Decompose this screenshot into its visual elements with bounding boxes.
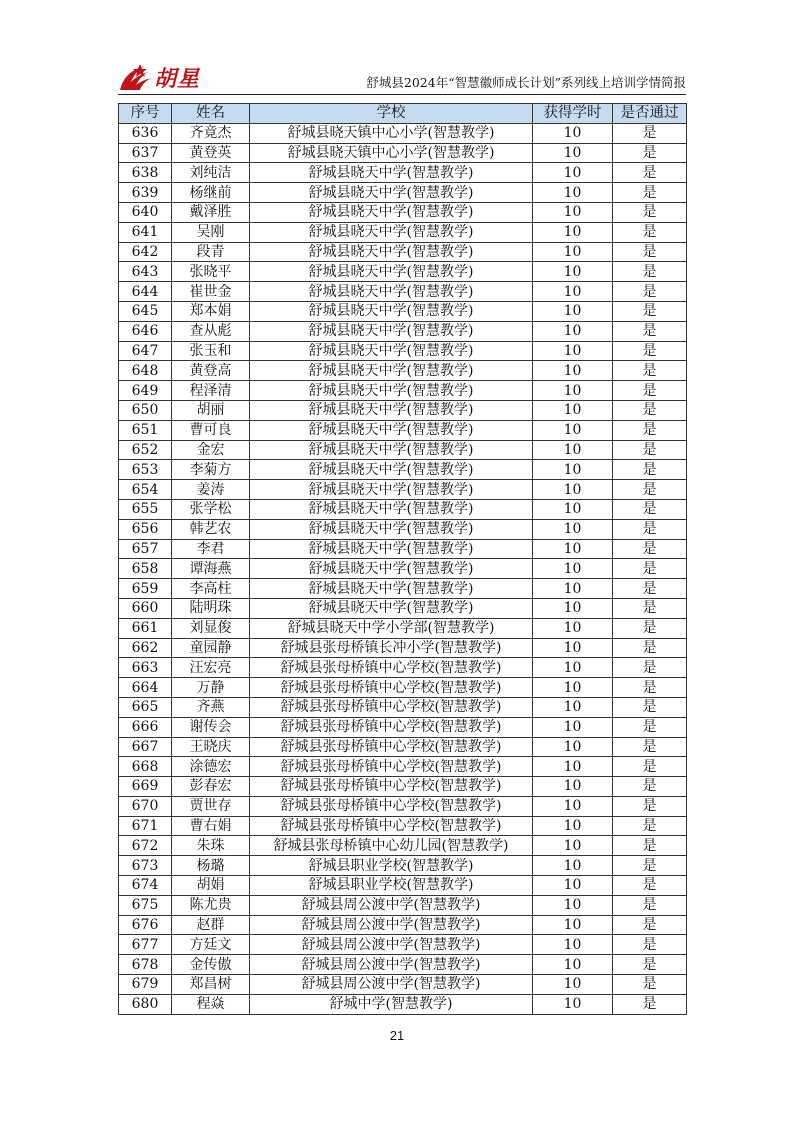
cell-index: 645	[119, 301, 172, 321]
cell-passed: 是	[613, 935, 687, 955]
table-row	[119, 163, 687, 183]
cell-hours: 10	[533, 341, 613, 361]
table-row	[119, 559, 687, 579]
cell-name: 吴刚	[172, 222, 250, 242]
cell-index: 668	[119, 757, 172, 777]
cell-hours: 10	[533, 618, 613, 638]
table-row	[119, 282, 687, 302]
cell-school: 舒城县晓天中学(智慧教学)	[250, 480, 533, 500]
cell-index: 671	[119, 816, 172, 836]
cell-hours: 10	[533, 658, 613, 678]
cell-passed: 是	[613, 737, 687, 757]
cell-passed: 是	[613, 697, 687, 717]
cell-school: 舒城县周公渡中学(智慧教学)	[250, 915, 533, 935]
cell-hours: 10	[533, 539, 613, 559]
cell-hours: 10	[533, 183, 613, 203]
table-row	[119, 915, 687, 935]
cell-hours: 10	[533, 480, 613, 500]
cell-school: 舒城县张母桥镇长冲小学(智慧教学)	[250, 638, 533, 658]
cell-school: 舒城县张母桥镇中心学校(智慧教学)	[250, 777, 533, 797]
table-row	[119, 143, 687, 163]
cell-index: 658	[119, 559, 172, 579]
cell-school: 舒城县晓天中学(智慧教学)	[250, 242, 533, 262]
cell-hours: 10	[533, 400, 613, 420]
table-row	[119, 678, 687, 698]
cell-name: 段青	[172, 242, 250, 262]
cell-school: 舒城县周公渡中学(智慧教学)	[250, 935, 533, 955]
cell-hours: 10	[533, 697, 613, 717]
table-row	[119, 955, 687, 975]
cell-name: 刘纯洁	[172, 163, 250, 183]
cell-index: 657	[119, 539, 172, 559]
cell-passed: 是	[613, 777, 687, 797]
cell-index: 655	[119, 499, 172, 519]
table-row	[119, 301, 687, 321]
cell-passed: 是	[613, 321, 687, 341]
cell-index: 654	[119, 480, 172, 500]
cell-passed: 是	[613, 757, 687, 777]
cell-name: 张学松	[172, 499, 250, 519]
cell-passed: 是	[613, 539, 687, 559]
cell-hours: 10	[533, 499, 613, 519]
cell-index: 661	[119, 618, 172, 638]
table-row	[119, 856, 687, 876]
cell-index: 639	[119, 183, 172, 203]
table-row	[119, 183, 687, 203]
header-divider	[118, 94, 686, 95]
cell-index: 676	[119, 915, 172, 935]
cell-passed: 是	[613, 123, 687, 143]
table-row	[119, 598, 687, 618]
cell-name: 曹可良	[172, 420, 250, 440]
cell-school: 舒城县周公渡中学(智慧教学)	[250, 975, 533, 995]
cell-name: 郑昌树	[172, 975, 250, 995]
cell-index: 643	[119, 262, 172, 282]
cell-index: 665	[119, 697, 172, 717]
table-row	[119, 539, 687, 559]
cell-name: 金传傲	[172, 955, 250, 975]
cell-name: 黄登英	[172, 143, 250, 163]
cell-index: 653	[119, 460, 172, 480]
cell-school: 舒城县晓天中学(智慧教学)	[250, 579, 533, 599]
table-row	[119, 757, 687, 777]
cell-school: 舒城县晓天中学(智慧教学)	[250, 282, 533, 302]
cell-hours: 10	[533, 282, 613, 302]
cell-hours: 10	[533, 757, 613, 777]
cell-passed: 是	[613, 994, 687, 1014]
cell-index: 660	[119, 598, 172, 618]
col-header-passed: 是否通过	[613, 104, 687, 124]
cell-index: 666	[119, 717, 172, 737]
logo-text: 胡星	[154, 66, 201, 92]
cell-passed: 是	[613, 381, 687, 401]
cell-passed: 是	[613, 796, 687, 816]
cell-hours: 10	[533, 420, 613, 440]
cell-passed: 是	[613, 143, 687, 163]
cell-index: 680	[119, 994, 172, 1014]
cell-hours: 10	[533, 143, 613, 163]
cell-school: 舒城县张母桥镇中心学校(智慧教学)	[250, 796, 533, 816]
cell-index: 678	[119, 955, 172, 975]
cell-name: 杨璐	[172, 856, 250, 876]
table-row	[119, 420, 687, 440]
table-row	[119, 579, 687, 599]
logo-swoosh-icon	[118, 62, 152, 92]
cell-school: 舒城县张母桥镇中心学校(智慧教学)	[250, 697, 533, 717]
cell-hours: 10	[533, 242, 613, 262]
cell-school: 舒城县张母桥镇中心学校(智慧教学)	[250, 816, 533, 836]
cell-index: 662	[119, 638, 172, 658]
cell-hours: 10	[533, 301, 613, 321]
cell-name: 涂德宏	[172, 757, 250, 777]
cell-passed: 是	[613, 499, 687, 519]
cell-index: 659	[119, 579, 172, 599]
cell-passed: 是	[613, 301, 687, 321]
cell-hours: 10	[533, 579, 613, 599]
cell-hours: 10	[533, 915, 613, 935]
cell-hours: 10	[533, 876, 613, 896]
cell-index: 652	[119, 440, 172, 460]
cell-index: 641	[119, 222, 172, 242]
report-title: 舒城县2024年“智慧徽师成长计划”系列线上培训学情简报	[366, 75, 686, 90]
cell-passed: 是	[613, 678, 687, 698]
cell-school: 舒城县张母桥镇中心学校(智慧教学)	[250, 757, 533, 777]
cell-name: 万静	[172, 678, 250, 698]
cell-index: 646	[119, 321, 172, 341]
cell-hours: 10	[533, 519, 613, 539]
cell-school: 舒城县晓天中学(智慧教学)	[250, 341, 533, 361]
cell-passed: 是	[613, 242, 687, 262]
cell-name: 戴泽胜	[172, 202, 250, 222]
cell-name: 贾世存	[172, 796, 250, 816]
cell-school: 舒城县晓天中学(智慧教学)	[250, 400, 533, 420]
cell-school: 舒城县晓天中学(智慧教学)	[250, 519, 533, 539]
cell-school: 舒城县晓天镇中心小学(智慧教学)	[250, 123, 533, 143]
cell-passed: 是	[613, 856, 687, 876]
cell-name: 汪宏亮	[172, 658, 250, 678]
cell-hours: 10	[533, 123, 613, 143]
cell-name: 童园静	[172, 638, 250, 658]
cell-school: 舒城县张母桥镇中心幼儿园(智慧教学)	[250, 836, 533, 856]
cell-passed: 是	[613, 519, 687, 539]
cell-school: 舒城县晓天中学(智慧教学)	[250, 460, 533, 480]
cell-name: 李菊方	[172, 460, 250, 480]
table-row	[119, 321, 687, 341]
cell-hours: 10	[533, 816, 613, 836]
table-row	[119, 935, 687, 955]
cell-school: 舒城县张母桥镇中心学校(智慧教学)	[250, 678, 533, 698]
cell-name: 黄登高	[172, 361, 250, 381]
cell-name: 齐竟杰	[172, 123, 250, 143]
table-row	[119, 480, 687, 500]
cell-hours: 10	[533, 222, 613, 242]
cell-school: 舒城县晓天中学(智慧教学)	[250, 183, 533, 203]
cell-passed: 是	[613, 598, 687, 618]
cell-hours: 10	[533, 737, 613, 757]
cell-school: 舒城县张母桥镇中心学校(智慧教学)	[250, 737, 533, 757]
cell-school: 舒城县张母桥镇中心学校(智慧教学)	[250, 717, 533, 737]
table-row	[119, 895, 687, 915]
cell-hours: 10	[533, 955, 613, 975]
cell-index: 644	[119, 282, 172, 302]
table-row	[119, 975, 687, 995]
cell-school: 舒城县晓天中学(智慧教学)	[250, 440, 533, 460]
table-row	[119, 994, 687, 1014]
cell-name: 郑本娟	[172, 301, 250, 321]
table-row	[119, 618, 687, 638]
cell-name: 金宏	[172, 440, 250, 460]
cell-passed: 是	[613, 420, 687, 440]
cell-index: 670	[119, 796, 172, 816]
cell-passed: 是	[613, 460, 687, 480]
cell-school: 舒城县晓天中学(智慧教学)	[250, 163, 533, 183]
cell-school: 舒城县晓天中学(智慧教学)	[250, 420, 533, 440]
table-row	[119, 876, 687, 896]
table-row	[119, 262, 687, 282]
table-row	[119, 242, 687, 262]
cell-hours: 10	[533, 717, 613, 737]
table-row	[119, 638, 687, 658]
cell-passed: 是	[613, 480, 687, 500]
cell-passed: 是	[613, 955, 687, 975]
table-row	[119, 341, 687, 361]
table-row	[119, 440, 687, 460]
cell-hours: 10	[533, 678, 613, 698]
cell-name: 谭海燕	[172, 559, 250, 579]
cell-school: 舒城县晓天中学(智慧教学)	[250, 361, 533, 381]
table-row	[119, 202, 687, 222]
table-row	[119, 777, 687, 797]
table-row	[119, 222, 687, 242]
cell-index: 648	[119, 361, 172, 381]
cell-passed: 是	[613, 895, 687, 915]
cell-name: 程焱	[172, 994, 250, 1014]
cell-passed: 是	[613, 816, 687, 836]
cell-index: 647	[119, 341, 172, 361]
cell-name: 张玉和	[172, 341, 250, 361]
table-row	[119, 460, 687, 480]
cell-name: 谢传会	[172, 717, 250, 737]
cell-school: 舒城县晓天镇中心小学(智慧教学)	[250, 143, 533, 163]
cell-name: 朱珠	[172, 836, 250, 856]
cell-name: 曹右娟	[172, 816, 250, 836]
cell-school: 舒城县晓天中学(智慧教学)	[250, 222, 533, 242]
cell-name: 彭春宏	[172, 777, 250, 797]
cell-passed: 是	[613, 163, 687, 183]
cell-passed: 是	[613, 717, 687, 737]
cell-name: 齐燕	[172, 697, 250, 717]
cell-hours: 10	[533, 440, 613, 460]
table-row	[119, 717, 687, 737]
cell-school: 舒城县晓天中学(智慧教学)	[250, 301, 533, 321]
cell-index: 636	[119, 123, 172, 143]
cell-passed: 是	[613, 579, 687, 599]
cell-name: 崔世金	[172, 282, 250, 302]
cell-passed: 是	[613, 262, 687, 282]
cell-name: 姜涛	[172, 480, 250, 500]
cell-passed: 是	[613, 559, 687, 579]
cell-index: 679	[119, 975, 172, 995]
cell-index: 664	[119, 678, 172, 698]
cell-passed: 是	[613, 361, 687, 381]
col-header-name: 姓名	[172, 104, 250, 124]
cell-index: 675	[119, 895, 172, 915]
cell-index: 640	[119, 202, 172, 222]
table-row	[119, 796, 687, 816]
cell-passed: 是	[613, 915, 687, 935]
cell-index: 649	[119, 381, 172, 401]
cell-hours: 10	[533, 598, 613, 618]
cell-hours: 10	[533, 262, 613, 282]
table-row	[119, 519, 687, 539]
cell-passed: 是	[613, 400, 687, 420]
cell-hours: 10	[533, 559, 613, 579]
cell-passed: 是	[613, 202, 687, 222]
cell-index: 669	[119, 777, 172, 797]
cell-index: 677	[119, 935, 172, 955]
cell-index: 672	[119, 836, 172, 856]
cell-school: 舒城县职业学校(智慧教学)	[250, 876, 533, 896]
cell-hours: 10	[533, 163, 613, 183]
cell-name: 胡娟	[172, 876, 250, 896]
training-results-table	[118, 103, 687, 1015]
cell-school: 舒城县晓天中学(智慧教学)	[250, 539, 533, 559]
cell-passed: 是	[613, 638, 687, 658]
cell-passed: 是	[613, 222, 687, 242]
cell-passed: 是	[613, 975, 687, 995]
cell-hours: 10	[533, 796, 613, 816]
cell-hours: 10	[533, 975, 613, 995]
cell-hours: 10	[533, 321, 613, 341]
col-header-index: 序号	[119, 104, 172, 124]
cell-name: 李君	[172, 539, 250, 559]
table-row	[119, 499, 687, 519]
cell-hours: 10	[533, 994, 613, 1014]
col-header-school: 学校	[250, 104, 533, 124]
cell-school: 舒城县晓天中学(智慧教学)	[250, 202, 533, 222]
cell-school: 舒城县周公渡中学(智慧教学)	[250, 955, 533, 975]
cell-school: 舒城县周公渡中学(智慧教学)	[250, 895, 533, 915]
cell-school: 舒城县晓天中学(智慧教学)	[250, 381, 533, 401]
cell-passed: 是	[613, 282, 687, 302]
cell-name: 韩艺农	[172, 519, 250, 539]
logo	[118, 56, 200, 92]
cell-passed: 是	[613, 836, 687, 856]
cell-school: 舒城县晓天中学(智慧教学)	[250, 559, 533, 579]
cell-index: 667	[119, 737, 172, 757]
cell-name: 张晓平	[172, 262, 250, 282]
table-row	[119, 836, 687, 856]
cell-index: 673	[119, 856, 172, 876]
table-row	[119, 697, 687, 717]
cell-passed: 是	[613, 341, 687, 361]
cell-hours: 10	[533, 381, 613, 401]
table-row	[119, 123, 687, 143]
col-header-hours: 获得学时	[533, 104, 613, 124]
cell-hours: 10	[533, 460, 613, 480]
cell-school: 舒城县晓天中学小学部(智慧教学)	[250, 618, 533, 638]
cell-hours: 10	[533, 836, 613, 856]
cell-name: 刘显俊	[172, 618, 250, 638]
cell-name: 王晓庆	[172, 737, 250, 757]
cell-index: 656	[119, 519, 172, 539]
page-header	[118, 56, 686, 96]
table-header-row	[119, 104, 687, 124]
cell-school: 舒城县张母桥镇中心学校(智慧教学)	[250, 658, 533, 678]
table-row	[119, 361, 687, 381]
cell-school: 舒城县晓天中学(智慧教学)	[250, 262, 533, 282]
cell-hours: 10	[533, 202, 613, 222]
cell-school: 舒城中学(智慧教学)	[250, 994, 533, 1014]
cell-index: 637	[119, 143, 172, 163]
cell-name: 赵群	[172, 915, 250, 935]
cell-hours: 10	[533, 935, 613, 955]
cell-passed: 是	[613, 440, 687, 460]
cell-name: 陆明珠	[172, 598, 250, 618]
cell-school: 舒城县晓天中学(智慧教学)	[250, 321, 533, 341]
page-number: 21	[389, 1028, 405, 1043]
cell-index: 663	[119, 658, 172, 678]
cell-hours: 10	[533, 895, 613, 915]
cell-name: 杨继前	[172, 183, 250, 203]
cell-school: 舒城县晓天中学(智慧教学)	[250, 598, 533, 618]
table-row	[119, 816, 687, 836]
cell-hours: 10	[533, 361, 613, 381]
cell-name: 程泽清	[172, 381, 250, 401]
table-row	[119, 381, 687, 401]
cell-passed: 是	[613, 183, 687, 203]
cell-passed: 是	[613, 658, 687, 678]
cell-index: 674	[119, 876, 172, 896]
cell-index: 638	[119, 163, 172, 183]
cell-name: 陈尤贵	[172, 895, 250, 915]
cell-index: 642	[119, 242, 172, 262]
table-body	[119, 123, 687, 1014]
table-row	[119, 400, 687, 420]
cell-school: 舒城县晓天中学(智慧教学)	[250, 499, 533, 519]
cell-passed: 是	[613, 876, 687, 896]
cell-name: 胡丽	[172, 400, 250, 420]
cell-hours: 10	[533, 777, 613, 797]
table-row	[119, 658, 687, 678]
cell-name: 查从彪	[172, 321, 250, 341]
cell-hours: 10	[533, 856, 613, 876]
cell-passed: 是	[613, 618, 687, 638]
cell-school: 舒城县职业学校(智慧教学)	[250, 856, 533, 876]
cell-name: 李高柱	[172, 579, 250, 599]
cell-index: 651	[119, 420, 172, 440]
cell-name: 方廷文	[172, 935, 250, 955]
cell-index: 650	[119, 400, 172, 420]
cell-hours: 10	[533, 638, 613, 658]
table-row	[119, 737, 687, 757]
